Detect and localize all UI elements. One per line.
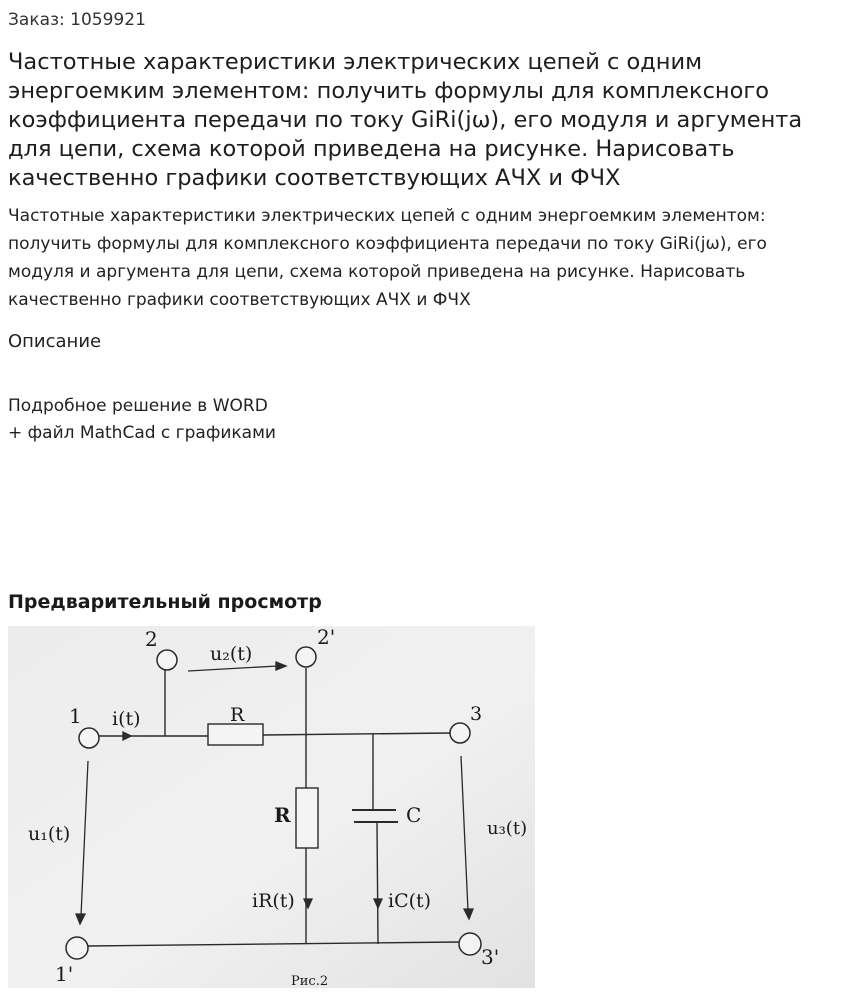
label-resistor-series: R: [230, 704, 245, 726]
label-node-2: 2: [145, 627, 158, 651]
figure-caption: Рис.2: [291, 974, 329, 988]
label-node-3p: 3': [481, 945, 500, 969]
order-number: Заказ: 1059921: [8, 10, 146, 30]
label-voltage-1: u₁(t): [28, 823, 71, 845]
circuit-diagram: [8, 626, 535, 988]
label-current-in: i(t): [112, 708, 141, 730]
label-current-c: iC(t): [388, 890, 432, 912]
preview-heading: Предварительный просмотр: [8, 591, 322, 613]
paper-background: [8, 626, 535, 988]
details-line-mathcad: + файл MathCad с графиками: [8, 423, 276, 443]
label-voltage-2: u₂(t): [210, 643, 253, 665]
label-node-3: 3: [470, 703, 483, 725]
label-voltage-3: u₃(t): [487, 818, 528, 839]
label-node-1: 1: [69, 704, 82, 728]
details-line-word: Подробное решение в WORD: [8, 396, 268, 416]
resistor-shunt: [296, 788, 318, 848]
label-node-1p: 1': [55, 962, 74, 986]
terminal-3p: [459, 933, 481, 955]
label-capacitor: C: [406, 803, 422, 827]
solution-details: [8, 393, 276, 447]
product-description: Частотные характеристики электрических цепей с одним энергоемким элементом: получить формулы для комплексного коэффициента передачи по току GiRi(jω), его модуля и аргумента для цепи, схема которой приведена на рисунке. Нарисовать качественно графики соответствующих АЧХ и ФЧХ: [8, 206, 767, 310]
terminal-2p: [296, 647, 316, 667]
terminal-2: [157, 650, 177, 670]
label-node-2p: 2': [317, 626, 336, 649]
terminal-1p: [66, 937, 88, 959]
resistor-series: [208, 724, 263, 745]
label-current-r: iR(t): [252, 890, 295, 912]
circuit-preview-image: [8, 626, 535, 988]
label-resistor-shunt: R: [274, 803, 291, 827]
description-section-label: Описание: [8, 331, 102, 352]
terminal-1: [79, 728, 99, 748]
page-title: Частотные характеристики электрических цепей с одним энергоемким элементом: получить формулы для комплексного коэффициента передачи по току GiRi(jω), его модуля и аргумента для цепи, схема которой приведена на рисунке. Нарисовать качественно графики соответствующих АЧХ и ФЧХ: [8, 49, 803, 191]
terminal-3: [450, 723, 470, 743]
